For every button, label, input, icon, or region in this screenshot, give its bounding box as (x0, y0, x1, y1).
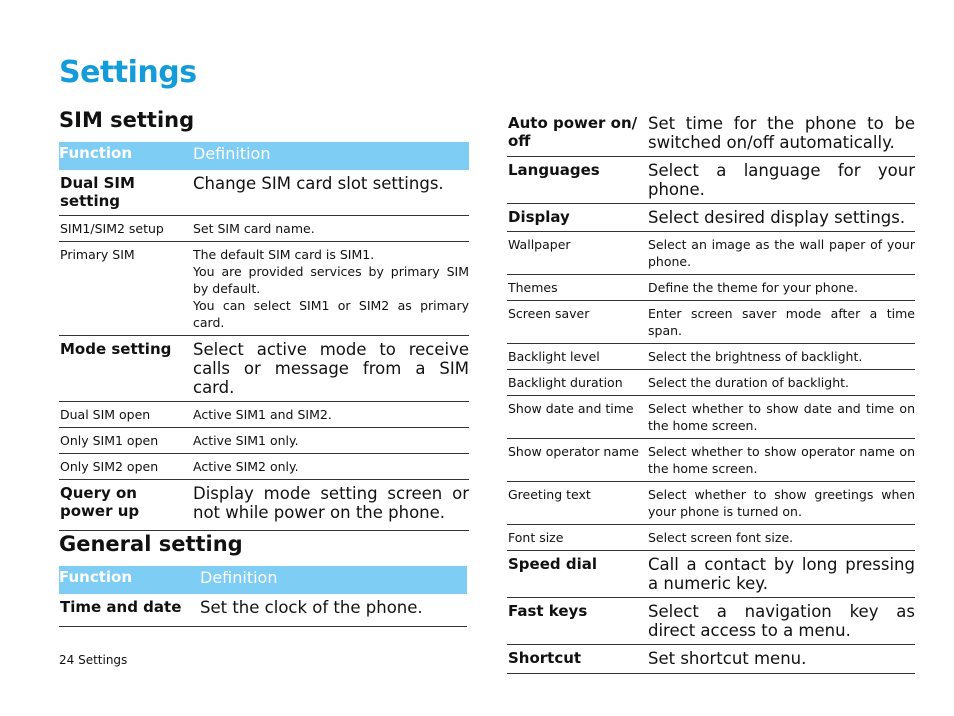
definition-cell: Select desired display settings. (648, 204, 915, 232)
definition-cell: Select an image as the wall paper of your phone. (648, 232, 915, 275)
table-row (507, 110, 915, 157)
table-row (507, 344, 915, 370)
definition-text: Change SIM card slot settings. (193, 174, 444, 193)
table-row (59, 242, 469, 336)
definition-text: The default SIM card is SIM1. (193, 247, 375, 262)
definition-cell (193, 454, 469, 480)
function-cell: Backlight duration (507, 370, 648, 396)
table-row (507, 482, 915, 525)
function-cell: Display (507, 204, 648, 232)
table-row (59, 402, 469, 428)
definition-cell: Select whether to show date and time on the home screen. (648, 396, 915, 439)
general-setting-table (59, 566, 467, 627)
page-title: Settings (59, 55, 197, 90)
function-cell: Only SIM2 open (59, 454, 193, 480)
definition-text: Select active mode to receive calls or message from a SIM card. (193, 340, 469, 397)
function-cell: Font size (507, 525, 648, 551)
definition-cell: Set the clock of the phone. (200, 594, 467, 627)
definition-cell (193, 242, 469, 336)
definition-cell: Call a contact by long pressing a numeric key. (648, 551, 915, 598)
definition-cell: Select screen font size. (648, 525, 915, 551)
page-footer: 24 Settings (59, 653, 128, 667)
function-cell: Dual SIM open (59, 402, 193, 428)
function-cell: Time and date (59, 594, 200, 627)
function-cell: Themes (507, 275, 648, 301)
definition-text: You are provided services by primary SIM by default. (193, 264, 469, 296)
column-header-definition: Definition (200, 566, 467, 594)
function-cell: Auto power on/ off (507, 110, 648, 157)
definition-text: Active SIM1 only. (193, 433, 299, 448)
function-cell: Shortcut (507, 645, 648, 674)
definition-text: Display mode setting screen or not while power on the phone. (193, 484, 469, 522)
function-cell: Query on power up (59, 480, 193, 531)
definition-text: Active SIM1 and SIM2. (193, 407, 332, 422)
definition-cell: Select whether to show operator name on the home screen. (648, 439, 915, 482)
table-header-row (59, 142, 469, 170)
function-cell: Wallpaper (507, 232, 648, 275)
table-row (507, 157, 915, 204)
definition-cell (193, 428, 469, 454)
general-setting-heading: General setting (59, 532, 243, 556)
definition-cell: Select whether to show greetings when your phone is turned on. (648, 482, 915, 525)
definition-cell (193, 170, 469, 216)
sim-setting-table (59, 142, 469, 531)
table-row (507, 525, 915, 551)
table-row (59, 336, 469, 402)
definition-cell: Select a language for your phone. (648, 157, 915, 204)
definition-cell: Define the theme for your phone. (648, 275, 915, 301)
definition-cell (193, 480, 469, 531)
definition-cell (193, 216, 469, 242)
definition-cell: Select the duration of backlight. (648, 370, 915, 396)
table-header-row (59, 566, 467, 594)
definition-cell: Select the brightness of backlight. (648, 344, 915, 370)
function-cell: Backlight level (507, 344, 648, 370)
table-row (507, 204, 915, 232)
function-cell: Languages (507, 157, 648, 204)
function-cell: SIM1/SIM2 setup (59, 216, 193, 242)
table-row (507, 301, 915, 344)
table-row (59, 594, 467, 627)
function-cell: Greeting text (507, 482, 648, 525)
table-row (507, 232, 915, 275)
column-header-definition: Definition (193, 142, 469, 170)
definition-text: You can select SIM1 or SIM2 as primary card. (193, 298, 469, 330)
column-header-function: Function (59, 566, 200, 594)
function-cell: Mode setting (59, 336, 193, 402)
table-row (507, 551, 915, 598)
definition-text: Active SIM2 only. (193, 459, 299, 474)
function-cell: Only SIM1 open (59, 428, 193, 454)
table-row (507, 275, 915, 301)
function-cell: Fast keys (507, 598, 648, 645)
table-row (507, 439, 915, 482)
table-row (59, 454, 469, 480)
sim-setting-heading: SIM setting (59, 108, 195, 132)
definition-cell: Select a navigation key as direct access to a menu. (648, 598, 915, 645)
general-setting-continued-table (507, 110, 915, 674)
table-row (507, 396, 915, 439)
table-row (59, 428, 469, 454)
definition-cell (193, 402, 469, 428)
definition-cell (193, 336, 469, 402)
function-cell: Primary SIM (59, 242, 193, 336)
definition-cell: Set shortcut menu. (648, 645, 915, 674)
table-row (507, 370, 915, 396)
table-row (59, 216, 469, 242)
function-cell: Dual SIM setting (59, 170, 193, 216)
definition-cell: Set time for the phone to be switched on/off automatically. (648, 110, 915, 157)
table-row (507, 598, 915, 645)
function-cell: Screen saver (507, 301, 648, 344)
table-row (59, 480, 469, 531)
function-cell: Speed dial (507, 551, 648, 598)
table-row (507, 645, 915, 674)
definition-cell: Enter screen saver mode after a time span. (648, 301, 915, 344)
function-cell: Show operator name (507, 439, 648, 482)
column-header-function: Function (59, 142, 193, 170)
table-row (59, 170, 469, 216)
definition-text: Set SIM card name. (193, 221, 315, 236)
function-cell: Show date and time (507, 396, 648, 439)
